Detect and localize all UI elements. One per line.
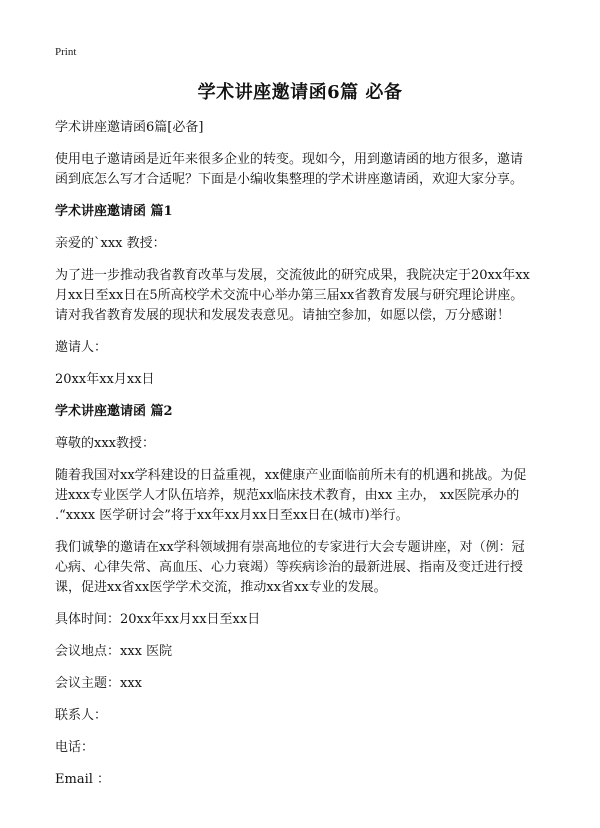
section1-date: 20xx年xx月xx日: [55, 372, 155, 387]
section2-body-2: [55, 538, 555, 598]
section1-greeting: 亲爱的`xxx 教授：: [55, 236, 166, 251]
section2-body-1: [55, 466, 555, 526]
section1-heading: 学术讲座邀请函 篇1: [55, 204, 173, 219]
text-line: 月xx日至xx日在5所高校学术交流中心举办第三届xx省教育发展与研究理论讲座。: [55, 288, 524, 303]
document-body: [55, 118, 555, 802]
section2-heading: 学术讲座邀请函 篇2: [55, 404, 173, 419]
section1-inviter: 邀请人：: [55, 340, 108, 355]
text-line: 课，促进xx省xx医学学术交流，推动xx省xx专业的发展。: [55, 580, 387, 595]
text-line: 随着我国对xx学科建设的日益重视，xx健康产业面临前所未有的机遇和挑战。为促: [55, 468, 527, 483]
text-line: 进xxx专业医学人才队伍培养，规范xx临床技术教育，由xx 主办， xx医院承办的: [55, 488, 520, 503]
section2-topic: 会议主题：xxx: [55, 676, 142, 691]
section2-location: 会议地点：xxx 医院: [55, 644, 173, 659]
text-line: 函到底怎么写才合适呢？下面是小编收集整理的学术讲座邀请函，欢迎大家分享。: [55, 172, 524, 187]
intro-subtitle: 学术讲座邀请函6篇[必备]: [55, 120, 204, 135]
section2-contact: 联系人：: [55, 708, 108, 723]
text-line: 为了进一步推动我省教育改革与发展，交流彼此的研究成果，我院决定于20xx年xx: [55, 268, 530, 283]
print-label: Print: [55, 46, 77, 58]
text-line: 请对我省教育发展的现状和发展发表意见。请抽空参加，如愿以偿，万分感谢！: [55, 308, 511, 323]
intro-paragraph: [55, 150, 555, 190]
section2-time: 具体时间：20xx年xx月xx日至xx日: [55, 612, 261, 627]
section2-greeting: 尊敬的xxx教授：: [55, 436, 155, 451]
text-line: 我们诚挚的邀请在xx学科领域拥有崇高地位的专家进行大会专题讲座，对（例：冠: [55, 540, 525, 555]
section2-email: Email ：: [55, 772, 111, 787]
text-line: 心病、心律失常、高血压、心力衰竭）等疾病诊治的最新进展、指南及变迁进行授: [55, 560, 524, 575]
section1-body: [55, 266, 555, 326]
section2-phone: 电话：: [55, 740, 95, 755]
text-line: 使用电子邀请函是近年来很多企业的转变。现如今，用到邀请函的地方很多，邀请: [55, 152, 524, 167]
page-title: 学术讲座邀请函6篇 必备: [197, 82, 403, 103]
text-line: .“xxxx 医学研讨会”将于xx年xx月xx日至xx日在(城市)举行。: [55, 508, 409, 523]
